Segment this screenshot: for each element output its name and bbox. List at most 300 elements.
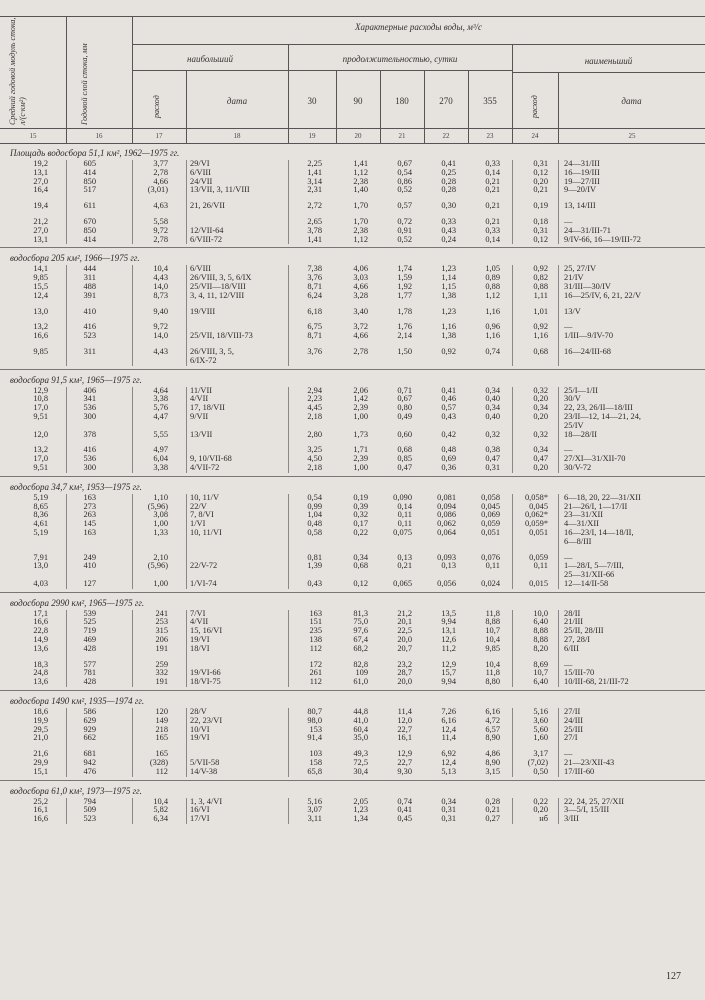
table-cell: 3,08	[153, 510, 168, 520]
table-row	[0, 431, 705, 440]
table-cell: 22,7	[397, 724, 412, 734]
table-cell: 1,23	[441, 306, 456, 316]
table-cell: 3/III	[564, 814, 579, 824]
table-cell: 7, 8/VI	[190, 510, 214, 520]
table-cell: 2,39	[353, 403, 368, 413]
table-cell: 23/II—12, 14—21, 24,	[564, 411, 641, 421]
table-cell: 25/IV	[564, 420, 584, 430]
table-cell: 0,57	[441, 403, 456, 413]
table-cell: 0,47	[485, 454, 500, 464]
table-cell: 16,6	[33, 617, 48, 627]
table-cell: 378	[83, 429, 96, 439]
table-cell: 112	[309, 643, 322, 653]
table-cell: 0,059	[481, 519, 500, 529]
table-cell: 27/I	[564, 733, 578, 743]
table-cell: 12/VII-64	[190, 225, 224, 235]
table-cell: 29/VI	[190, 159, 210, 168]
table-cell: 0,015	[529, 578, 548, 588]
col-num-17: 17	[155, 132, 163, 140]
table-cell: 153	[309, 724, 322, 734]
table-cell: 0,22	[353, 527, 368, 537]
table-cell: 1,42	[353, 394, 368, 404]
table-cell: 1/III—9/IV-70	[564, 331, 614, 341]
table-cell: 25/II, 28/III	[564, 626, 604, 636]
table-cell: 11,8	[485, 608, 500, 618]
table-cell: 0,34	[533, 403, 548, 413]
table-cell: 0,21	[485, 201, 500, 211]
table-cell: 410	[83, 306, 96, 316]
table-cell: 20,1	[397, 617, 412, 627]
table-cell: 2,18	[307, 411, 322, 421]
table-cell: 428	[83, 677, 96, 687]
table-cell: 2,38	[353, 225, 368, 235]
table-cell: 22, 23/VI	[190, 715, 223, 725]
table-cell: 25, 27/IV	[564, 264, 597, 274]
table-cell: 17, 18/VII	[190, 403, 225, 413]
table-cell: 1,01	[533, 306, 548, 316]
table-row	[0, 734, 705, 743]
table-cell: 20,0	[397, 635, 412, 645]
table-cell: 0,38	[485, 445, 500, 455]
table-cell: 112	[309, 677, 322, 687]
table-cell: 0,065	[393, 578, 412, 588]
table-cell: 75,0	[353, 617, 368, 627]
table-cell: 2,39	[353, 454, 368, 464]
table-cell: 21—23/XII-43	[564, 758, 615, 768]
table-cell: 0,21	[397, 561, 412, 571]
table-cell: 149	[155, 715, 168, 725]
table-cell: 8,36	[33, 510, 48, 520]
col-num-21: 21	[398, 132, 406, 140]
table-cell: 12,6	[441, 635, 456, 645]
table-cell: 0,32	[533, 385, 548, 395]
table-cell: 191	[155, 643, 168, 653]
table-cell: 0,21	[485, 185, 500, 195]
table-cell: 0,32	[353, 510, 368, 520]
table-cell: 6,40	[533, 617, 548, 627]
table-cell: 14,1	[33, 264, 48, 274]
table-cell: 0,024	[481, 578, 500, 588]
data-section	[0, 373, 705, 477]
table-cell: 0,68	[353, 561, 368, 571]
table-cell: 0,36	[441, 462, 456, 472]
table-cell: 27,0	[33, 225, 48, 235]
table-cell: 577	[83, 659, 96, 669]
table-cell: 3,72	[353, 322, 368, 332]
table-cell: 0,30	[441, 201, 456, 211]
table-cell: 25/VII, 18/VIII-73	[190, 331, 253, 341]
table-cell: 0,051	[481, 527, 500, 537]
table-cell: 4/VII-72	[190, 462, 220, 472]
table-cell: (3,01)	[147, 185, 168, 195]
table-cell: 0,25	[441, 167, 456, 177]
table-cell: 12—14/II-58	[564, 578, 609, 588]
table-cell: 3,28	[353, 290, 368, 300]
table-cell: 8,69	[533, 659, 548, 669]
table-cell: 25,2	[33, 796, 48, 806]
table-cell: 0,093	[437, 552, 456, 562]
table-cell: 8,71	[307, 281, 322, 291]
days-30: 30	[307, 96, 317, 106]
table-cell: 0,54	[307, 492, 322, 502]
table-cell: 6,92	[441, 749, 456, 759]
table-cell: 1,59	[397, 273, 412, 283]
table-cell: 12,0	[33, 429, 48, 439]
table-cell: 19/VI	[190, 733, 210, 743]
table-cell: 0,52	[397, 185, 412, 195]
table-cell: 391	[83, 290, 96, 300]
table-cell: 2,23	[307, 394, 322, 404]
table-cell: 0,058	[481, 492, 500, 502]
table-cell: 11,2	[441, 643, 456, 653]
table-cell: 4,43	[153, 273, 168, 283]
table-cell: 16,1	[397, 733, 412, 743]
table-cell: 0,13	[441, 561, 456, 571]
table-cell: 27/XI—31/XII-70	[564, 454, 626, 464]
table-cell: 3,17	[533, 749, 548, 759]
table-cell: 65,8	[307, 766, 322, 776]
days-180: 180	[395, 96, 409, 106]
table-cell: 13,1	[441, 626, 456, 636]
table-cell: 13,1	[33, 167, 48, 177]
table-cell: 0,32	[533, 429, 548, 439]
table-cell: 5,60	[533, 724, 548, 734]
table-cell: 0,33	[485, 159, 500, 168]
table-cell: 5,55	[153, 429, 168, 439]
table-cell: 61,0	[353, 677, 368, 687]
table-row	[0, 292, 705, 301]
table-cell: 15/III-70	[564, 668, 595, 678]
table-cell: 6,57	[485, 724, 500, 734]
table-cell: 81,3	[353, 608, 368, 618]
table-row	[0, 202, 705, 211]
table-cell: 8,65	[33, 501, 48, 511]
table-cell: 1,38	[441, 290, 456, 300]
table-cell: 428	[83, 643, 96, 653]
table-row	[0, 768, 705, 777]
table-cell: 9,72	[153, 225, 168, 235]
table-cell: 9,85	[33, 346, 48, 356]
table-cell: 16—19/III	[564, 167, 600, 177]
table-cell: 4,43	[153, 346, 168, 356]
table-cell: 0,12	[353, 578, 368, 588]
table-cell: —	[564, 322, 573, 332]
table-cell: 1,78	[397, 306, 412, 316]
table-cell: 4,86	[485, 749, 500, 759]
table-row	[0, 186, 705, 195]
table-cell: 1,41	[353, 159, 368, 168]
table-cell: 929	[83, 724, 96, 734]
table-cell: 5,19	[33, 492, 48, 502]
table-cell: 16,4	[33, 185, 48, 195]
table-cell: 16—23/I, 14—18/II,	[564, 527, 634, 537]
table-cell: 3,77	[153, 159, 168, 168]
table-cell: 1,92	[397, 281, 412, 291]
table-cell: 22, 24, 25, 27/XII	[564, 796, 625, 806]
table-cell: 8,71	[307, 331, 322, 341]
table-cell: 1,70	[353, 201, 368, 211]
data-section	[0, 251, 705, 369]
table-cell: 0,40	[485, 394, 500, 404]
table-cell: 21,2	[33, 216, 48, 226]
table-cell: 9/VII	[190, 411, 209, 421]
table-cell: 1,33	[153, 527, 168, 537]
table-cell: 138	[309, 635, 322, 645]
table-cell: 151	[309, 617, 322, 627]
table-cell: 406	[83, 385, 96, 395]
table-cell: 22/V-72	[190, 561, 218, 571]
table-cell: 5,58	[153, 216, 168, 226]
table-cell: 16,1	[33, 805, 48, 815]
table-cell: 332	[155, 668, 168, 678]
table-cell: 0,68	[397, 445, 412, 455]
table-cell: 341	[83, 394, 96, 404]
table-cell: 0,48	[307, 519, 322, 529]
table-cell: 0,42	[441, 429, 456, 439]
table-cell: 1,40	[353, 185, 368, 195]
table-cell: 1,23	[353, 805, 368, 815]
table-cell: 0,71	[397, 385, 412, 395]
table-cell: 0,31	[485, 462, 500, 472]
table-cell: 0,19	[533, 201, 548, 211]
table-cell: 14,0	[153, 331, 168, 341]
table-cell: 165	[155, 749, 168, 759]
table-cell: 17/III-60	[564, 766, 595, 776]
table-cell: 488	[83, 281, 96, 291]
table-cell: 28,7	[397, 668, 412, 678]
table-cell: 0,39	[353, 501, 368, 511]
table-cell: 0,32	[485, 429, 500, 439]
table-cell: 0,064	[437, 527, 456, 537]
table-cell: 11,4	[397, 707, 412, 717]
table-cell: 523	[83, 814, 96, 824]
table-cell: 97,6	[353, 626, 368, 636]
table-cell: 0,92	[441, 346, 456, 356]
table-cell: 0,57	[397, 201, 412, 211]
table-cell: 6,16	[485, 707, 500, 717]
table-cell: 22,5	[397, 626, 412, 636]
table-cell: 0,47	[533, 454, 548, 464]
table-row	[0, 580, 705, 589]
table-cell: 18/VI	[190, 643, 210, 653]
table-cell: 7,26	[441, 707, 456, 717]
table-cell: 6—8/III	[564, 536, 592, 546]
table-cell: 14,9	[33, 635, 48, 645]
table-cell: 9, 10/VII-68	[190, 454, 232, 464]
table-cell: 10,8	[33, 394, 48, 404]
table-cell: 9,94	[441, 617, 456, 627]
table-cell: 12,0	[397, 715, 412, 725]
page-number: 127	[666, 971, 681, 982]
table-cell: 4/VII	[190, 617, 209, 627]
table-cell: 127	[83, 578, 96, 588]
table-cell: 13,6	[33, 643, 48, 653]
table-cell: 2,06	[353, 385, 368, 395]
table-cell: 1,10	[153, 492, 168, 502]
table-cell: 12,9	[397, 749, 412, 759]
table-cell: 9/IV-66, 16—19/III-72	[564, 234, 641, 244]
table-cell: 1,73	[353, 429, 368, 439]
table-cell: 311	[83, 273, 96, 283]
table-cell: 0,52	[397, 234, 412, 244]
table-cell: 662	[83, 733, 96, 743]
table-cell: 1,76	[397, 322, 412, 332]
section-divider	[0, 476, 705, 477]
table-cell: 241	[155, 608, 168, 618]
table-cell: 17,0	[33, 454, 48, 464]
col-num-20: 20	[354, 132, 362, 140]
table-cell: 0,43	[441, 225, 456, 235]
table-cell: 0,89	[485, 273, 500, 283]
section-title: водосбора 2990 км², 1965—1975 гг.	[10, 597, 145, 608]
table-cell: 19/VIII	[190, 306, 216, 316]
table-cell: 17,0	[33, 403, 48, 413]
table-cell: 3,40	[353, 306, 368, 316]
table-cell: 0,34	[485, 403, 500, 413]
table-cell: 20,7	[397, 643, 412, 653]
table-cell: 13,2	[33, 322, 48, 332]
table-cell: 30,4	[353, 766, 368, 776]
table-cell: 10,0	[533, 608, 548, 618]
table-cell: 6,18	[307, 306, 322, 316]
days-90: 90	[353, 96, 363, 106]
table-cell: 0,48	[441, 445, 456, 455]
smallest-discharge-header: расход	[530, 95, 539, 118]
table-cell: 0,045	[529, 501, 548, 511]
table-cell: 13/V	[564, 306, 581, 316]
table-cell: 1,11	[533, 290, 548, 300]
table-cell: 1,38	[441, 331, 456, 341]
table-body	[0, 146, 705, 824]
table-cell: 8,88	[485, 617, 500, 627]
table-row	[0, 661, 705, 670]
table-cell: 19,2	[33, 159, 48, 168]
table-cell: 0,090	[393, 492, 412, 502]
table-cell: 2,78	[153, 167, 168, 177]
table-cell: 2,14	[397, 331, 412, 341]
table-cell: 2,78	[353, 346, 368, 356]
table-cell: 1,16	[485, 306, 500, 316]
table-cell: 13,1	[33, 234, 48, 244]
table-cell: 0,31	[533, 225, 548, 235]
table-row	[0, 464, 705, 473]
table-cell: 0,31	[441, 814, 456, 824]
table-cell: 13,6	[33, 677, 48, 687]
table-cell: 0,72	[397, 216, 412, 226]
table-cell: 0,21	[485, 176, 500, 186]
table-cell: 145	[83, 519, 96, 529]
table-cell: 206	[155, 635, 168, 645]
table-cell: 165	[155, 733, 168, 743]
table-cell: 1,41	[307, 234, 322, 244]
table-cell: 13,2	[33, 445, 48, 455]
table-cell: 18/VI-75	[190, 677, 221, 687]
section-title: водосбора 91,5 км², 1965—1975 гг.	[10, 374, 142, 385]
table-cell: 12,4	[441, 758, 456, 768]
table-cell: 4,03	[33, 578, 48, 588]
table-row	[0, 308, 705, 317]
table-cell: 2,72	[307, 201, 322, 211]
table-cell: 22,7	[397, 758, 412, 768]
table-cell: 21,6	[33, 749, 48, 759]
table-cell: 0,46	[441, 394, 456, 404]
table-row	[0, 538, 705, 547]
table-cell: 850	[83, 176, 96, 186]
table-cell: 2,78	[153, 234, 168, 244]
table-cell: 31/III—30/IV	[564, 281, 611, 291]
section-divider	[0, 780, 705, 781]
table-cell: 0,069	[481, 510, 500, 520]
table-cell: 22,8	[33, 626, 48, 636]
table-cell: 11,4	[441, 733, 456, 743]
table-cell: 0,059*	[524, 519, 548, 529]
table-cell: 0,28	[441, 185, 456, 195]
table-cell: 10,4	[485, 659, 500, 669]
table-cell: 24—31/III-71	[564, 225, 611, 235]
col-num-15: 15	[29, 132, 37, 140]
table-cell: 1,12	[353, 234, 368, 244]
table-cell: 1,05	[485, 264, 500, 274]
table-cell: 10/VI	[190, 724, 210, 734]
table-cell: 11/VII	[190, 385, 213, 395]
table-cell: 1/VI-74	[190, 578, 217, 588]
table-cell: 311	[83, 346, 96, 356]
table-cell: 12,4	[33, 290, 48, 300]
table-cell: 23,2	[397, 659, 412, 669]
table-cell: 0,33	[441, 216, 456, 226]
table-cell: 0,058*	[524, 492, 548, 502]
table-cell: 410	[83, 561, 96, 571]
table-cell: 8,90	[485, 733, 500, 743]
section-divider	[0, 592, 705, 593]
table-cell: 49,3	[353, 749, 368, 759]
table-cell: 163	[83, 527, 96, 537]
table-cell: 2,94	[307, 385, 322, 395]
table-cell: 1,12	[485, 290, 500, 300]
table-cell: (328)	[149, 758, 168, 768]
table-cell: 17,1	[33, 608, 48, 618]
col-num-16: 16	[95, 132, 103, 140]
table-cell: 0,11	[397, 510, 412, 520]
table-cell: 0,24	[441, 234, 456, 244]
table-cell: 249	[83, 552, 96, 562]
table-cell: 2,31	[307, 185, 322, 195]
table-cell: 21, 26/VII	[190, 201, 225, 211]
table-cell: 605	[83, 159, 96, 168]
table-cell: 191	[155, 677, 168, 687]
table-cell: 0,58	[307, 527, 322, 537]
table-cell: 0,075	[393, 527, 412, 537]
table-cell: 0,22	[533, 796, 548, 806]
table-cell: 0,051	[529, 527, 548, 537]
table-cell: 0,14	[397, 501, 412, 511]
table-cell: 26/VIII, 3, 5,	[190, 346, 234, 356]
table-cell: 416	[83, 445, 96, 455]
table-cell: 1,16	[533, 331, 548, 341]
table-cell: 15,1	[33, 766, 48, 776]
data-section	[0, 596, 705, 691]
table-cell: 27/II	[564, 707, 581, 717]
table-cell: 681	[83, 749, 96, 759]
table-cell: 15,5	[33, 281, 48, 291]
table-cell: 13,0	[33, 306, 48, 316]
data-section	[0, 480, 705, 593]
smallest-date-header: дата	[621, 96, 642, 106]
col16-header: Годовой слой стока, мм	[80, 43, 89, 125]
table-cell: 1,14	[441, 273, 456, 283]
table-cell: 10/III-68, 21/III-72	[564, 677, 629, 687]
table-cell: 4,66	[153, 176, 168, 186]
